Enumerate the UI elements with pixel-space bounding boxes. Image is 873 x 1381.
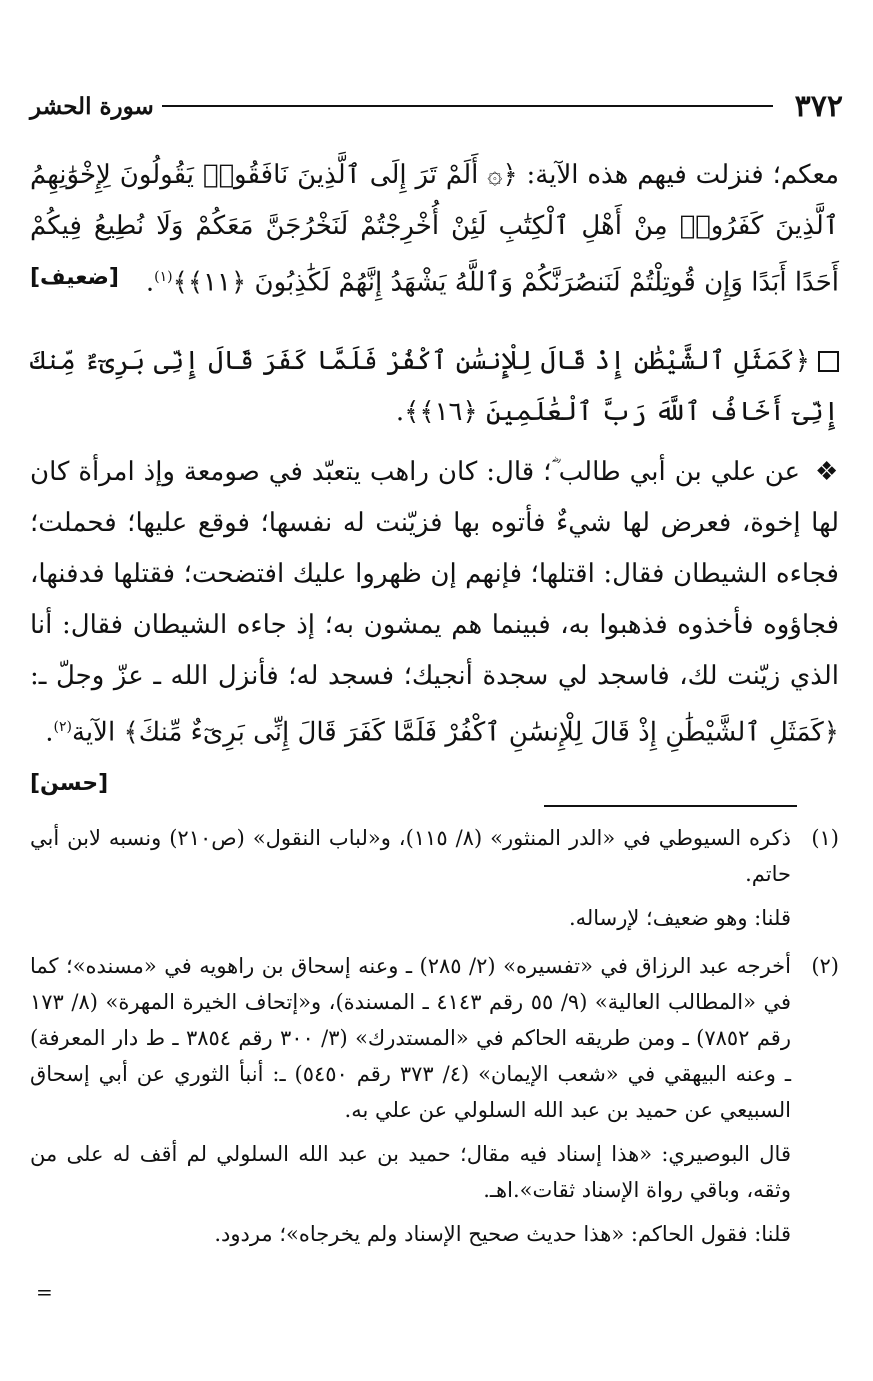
footnote-1-text: ذكره السيوطي في «الدر المنثور» (٨/ ١١٥)، و«لباب النقول» (ص٢١٠) ونسبه لابن أبي حاتم. <box>30 826 791 886</box>
footnote-2-text: أخرجه عبد الرزاق في «تفسيره» (٢/ ٢٨٥) ـ وعنه إسحاق بن راهويه في «مسنده»؛ كما في «المطالب العالية» (٩/ ٥٥ رقم ٤١٤٣ ـ المسندة)، و«إتحاف الخيرة المهرة» (٨/ ١٧٣ رقم ٧٨٥٢) ـ ومن طريقه الحاكم في «المستدرك» (٣/ ٣٠٠ رقم ٣٨٥٤ ـ ط دار المعرفة) ـ وعنه البيهقي في «شعب الإيمان» (٤/ ٣٧٣ رقم ٥٤٥٠) ـ: أنبأ الثوري عن أبي إسحاق السبيعي عن حميد بن عبد الله السلولي عن علي به. <box>30 954 792 1122</box>
grade-good: [حسن] <box>30 771 109 797</box>
footnote-2-busiri: قال البوصيري: «هذا إسناد فيه مقال؛ حميد بن عبد الله السلولي لم أقف له على من وثقه، وباقي رواة الإسناد ثقات».اهـ. <box>30 1142 791 1202</box>
hadith-end: . <box>45 717 54 748</box>
header-rule <box>162 105 773 107</box>
footnote-2-number: (٢) <box>811 954 839 978</box>
hadith-text: عن علي بن أبي طالب ؓ؛ قال: كان راهب يتعبّد في صومعة وإذ امرأة كان لها إخوة، فعرض لها شيءٌ فأتوه بها فزيّنت له نفسها؛ فوقع عليها؛ فحملت؛ فجاءه الشيطان فقال: اقتلها؛ فإنهم إن ظهروا عليك افتضحت؛ فقتلها فدفنها، فجاؤوه فأخذوه فذهبوا به، فبينما هم يمشون به؛ إذ جاءه الشيطان فقال: أنا الذي زيّنت لك، فاسجد لي سجدة أنجيك؛ فسجد له؛ فأنزل الله ـ عزّ وجلّ ـ: ﴿كَمَثَلِ ٱلشَّيْطَٰنِ إِذْ قَالَ لِلْإِنسَٰنِ ٱكْفُرْ فَلَمَّا كَفَرَ قَالَ إِنِّى بَرِىٓءٌ مِّنكَ﴾ الآية <box>30 456 839 748</box>
quran-verse-text: معكم؛ فنزلت فيهم هذه الآية: ﴿۞ أَلَمْ تَرَ إِلَى ٱلَّذِينَ نَافَقُوا۟ يَقُولُونَ لِإِخْوَٰنِهِمُ ٱلَّذِينَ كَفَرُوا۟ مِنْ أَهْلِ ٱلْكِتَٰبِ لَئِنْ أُخْرِجْتُمْ لَنَخْرُجَنَّ مَعَكُمْ وَلَا نُطِيعُ فِيكُمْ أَحَدًا أَبَدًا وَإِن قُوتِلْتُمْ لَنَنصُرَنَّكُمْ وَٱللَّهُ يَشْهَدُ إِنَّهُمْ لَكَٰذِبُونَ ﴿١١﴾﴾ <box>30 160 839 298</box>
diamond-bullet-icon: ❖ <box>815 456 839 487</box>
footnote-2-comment: قلنا: فقول الحاكم: «هذا حديث صحيح الإسناد ولم يخرجاه»؛ مردود. <box>214 1222 791 1246</box>
footnote-ref-2: (٢) <box>53 718 72 735</box>
footnotes <box>30 820 839 1260</box>
footnote-1-number: (١) <box>811 826 839 850</box>
footnote-1 <box>30 820 839 944</box>
footnote-1-body <box>30 820 791 944</box>
paragraph-2 <box>30 336 839 438</box>
grade-weak: [ضعيف] <box>30 265 119 290</box>
surah-title: سورة الحشر <box>30 92 154 120</box>
footnote-2-body <box>30 948 791 1260</box>
margin-mark: = <box>36 1280 53 1304</box>
page-number: ٣٧٢ <box>794 88 843 124</box>
square-bullet-icon <box>818 351 839 372</box>
main-text <box>30 150 839 809</box>
footnote-1-comment: قلنا: وهو ضعيف؛ لإرساله. <box>568 906 791 930</box>
page-header <box>30 86 843 126</box>
footnote-2 <box>30 948 839 1260</box>
quran-verse-2: ﴿كَمَثَلِ ٱلشَّيْطَٰنِ إِذْ قَالَ لِلْإِنسَٰنِ ٱكْفُرْ فَلَمَّا كَفَرَ قَالَ إِنِّى بَرِىٓءٌ مِّنكَ إِنِّىٓ أَخَافُ ٱللَّهَ رَبَّ ٱلْعَٰلَمِينَ ﴿١٦﴾﴾. <box>30 345 839 427</box>
footnote-ref-1: (١) <box>154 269 173 285</box>
paragraph-1: معكم؛ فنزلت فيهم هذه الآية: ﴿۞ أَلَمْ تَرَ إِلَى ٱلَّذِينَ نَافَقُوا۟ يَقُولُونَ لِإِخْوَٰنِهِمُ ٱلَّذِينَ كَفَرُوا۟ مِنْ أَهْلِ ٱلْكِتَٰبِ لَئِنْ أُخْرِجْتُمْ لَنَخْرُجَنَّ مَعَكُمْ وَلَا نُطِيعُ فِيكُمْ أَحَدًا أَبَدًا وَإِن قُوتِلْتُمْ لَنَنصُرَنَّكُمْ وَٱللَّهُ يَشْهَدُ إِنَّهُمْ لَكَٰذِبُونَ ﴿١١﴾﴾$^{(١)}$. [ضعيف] <box>30 150 839 309</box>
paragraph-3 <box>30 447 839 797</box>
footnote-separator <box>544 805 797 807</box>
